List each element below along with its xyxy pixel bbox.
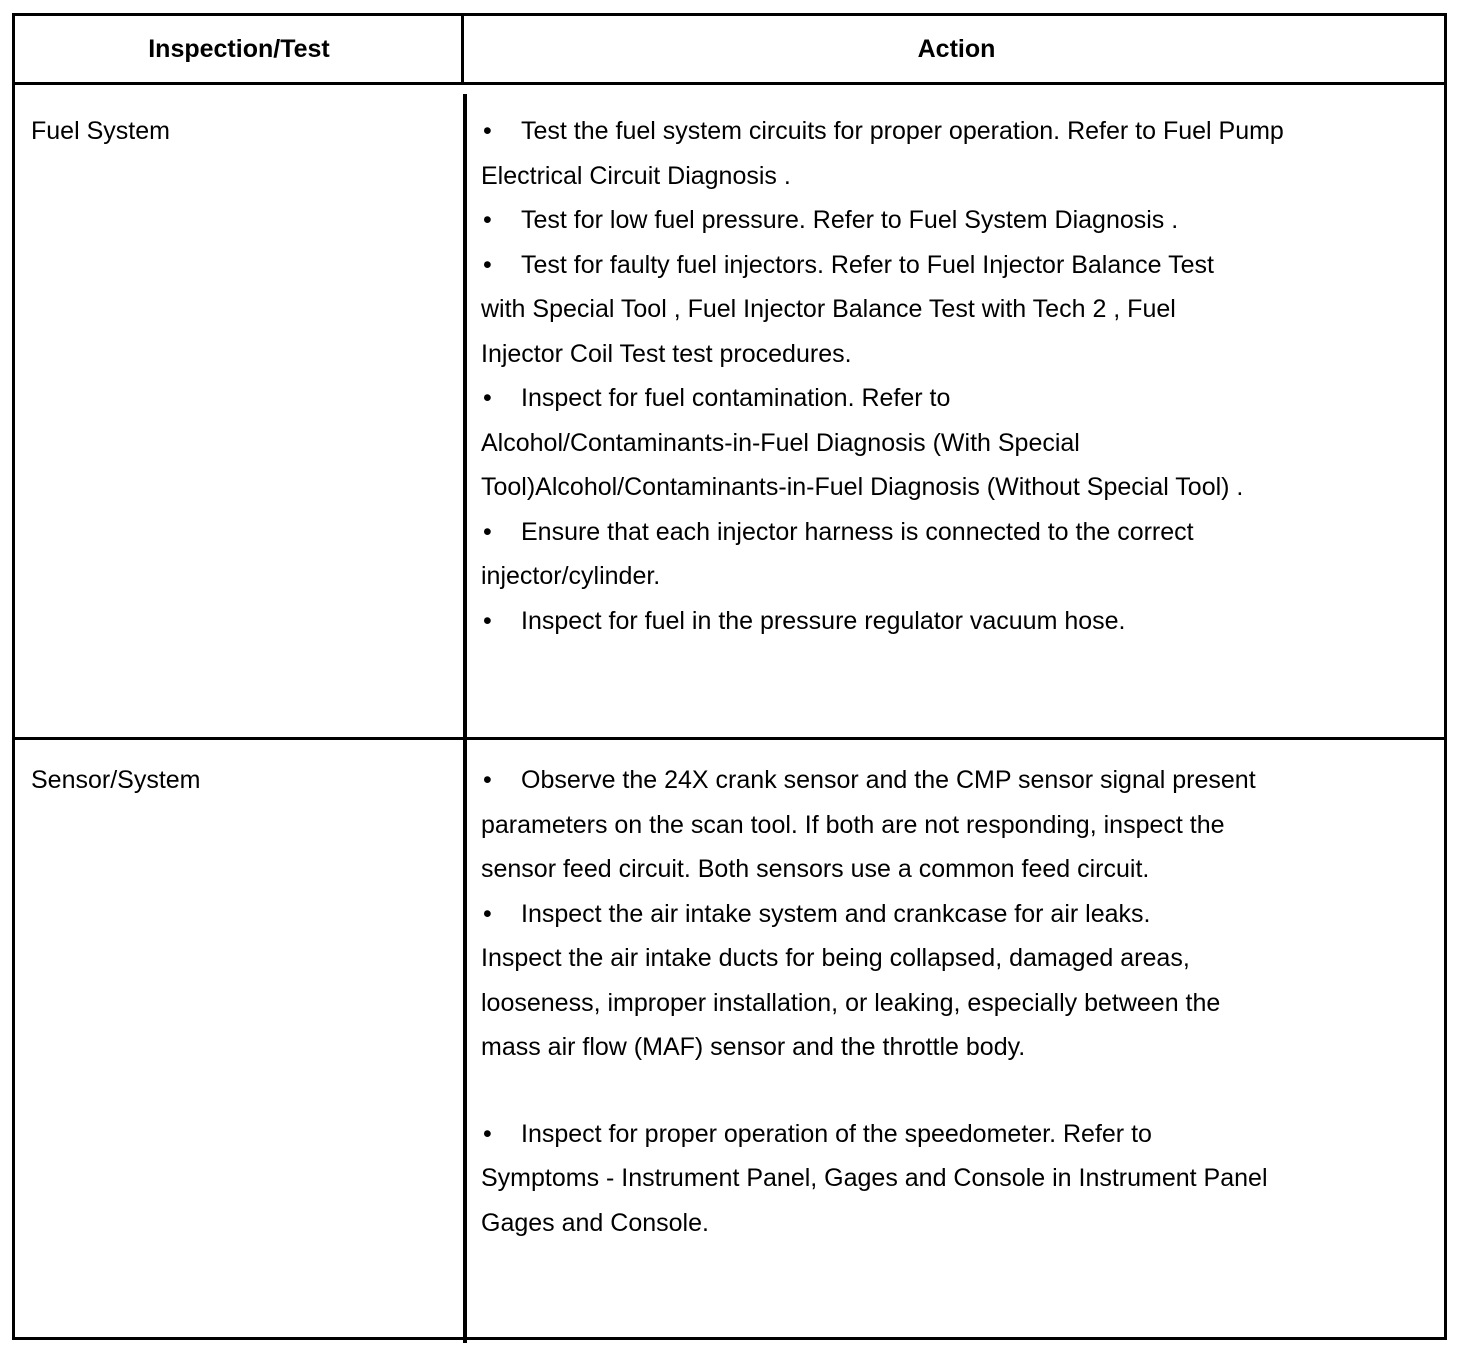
action-text: Test for faulty fuel injectors. Refer to Fuel Injector Balance Test with Special Tool , Fuel Injector Balance Test with Tech 2 , Fuel Injector Coil Test test procedures.: [481, 250, 1214, 368]
action-text: Test the fuel system circuits for proper operation. Refer to Fuel Pump Electrical Circuit Diagnosis .: [481, 117, 1284, 190]
action-cell-fuel-system: [481, 109, 1441, 643]
table-header-row: [15, 16, 1444, 85]
column-divider: [461, 16, 464, 85]
diagnostic-table: [12, 13, 1447, 1340]
column-divider: [463, 94, 467, 1343]
bullet-icon: •: [483, 606, 492, 635]
bullet-icon: •: [483, 1119, 492, 1148]
action-item: [481, 892, 1441, 1070]
spacer: [481, 1070, 1441, 1112]
bullet-icon: •: [483, 384, 492, 412]
header-inspection-test: Inspection/Test: [148, 34, 330, 63]
row-divider: [15, 737, 1444, 740]
bullet-icon: •: [483, 250, 492, 279]
action-text: Inspect for fuel in the pressure regulator vacuum hose.: [521, 606, 1126, 635]
action-cell-sensor-system: [481, 758, 1441, 1245]
row-label-fuel-system: Fuel System: [31, 117, 170, 145]
bullet-icon: •: [483, 206, 492, 234]
bullet-icon: •: [483, 899, 492, 928]
action-text: Observe the 24X crank sensor and the CMP sensor signal present parameters on the scan tool. If both are not responding, inspect the sensor feed circuit. Both sensors use a common feed circuit.: [481, 766, 1256, 883]
action-text: Inspect the air intake system and crankcase for air leaks. Inspect the air intake ducts for being collapsed, damaged areas, looseness, improper installation, or leaking, especially between the mass air flow (MAF) sensor and the throttle body.: [481, 899, 1221, 1061]
action-text: Inspect for proper operation of the speedometer. Refer to Symptoms - Instrument Panel, Gages and Console in Instrument Panel Gages and Console.: [481, 1119, 1268, 1237]
action-text: Inspect for fuel contamination. Refer to Alcohol/Contaminants-in-Fuel Diagnosis (With Special Tool)Alcohol/Contaminants-in-Fuel Diagnosis (Without Special Tool) .: [481, 384, 1244, 501]
bullet-icon: •: [483, 117, 492, 145]
action-item: [481, 376, 1441, 510]
row-label-sensor-system: Sensor/System: [31, 766, 201, 794]
action-item: [481, 510, 1441, 599]
action-item: [481, 198, 1441, 243]
action-item: [481, 243, 1441, 377]
action-text: Test for low fuel pressure. Refer to Fuel System Diagnosis .: [521, 206, 1179, 234]
bullet-icon: •: [483, 517, 492, 546]
action-text: Ensure that each injector harness is connected to the correct injector/cylinder.: [481, 517, 1194, 590]
action-item: [481, 109, 1441, 198]
action-item: [481, 599, 1441, 644]
bullet-icon: •: [483, 766, 492, 794]
header-action: Action: [917, 34, 996, 63]
action-item: [481, 758, 1441, 892]
action-item: [481, 1112, 1441, 1246]
